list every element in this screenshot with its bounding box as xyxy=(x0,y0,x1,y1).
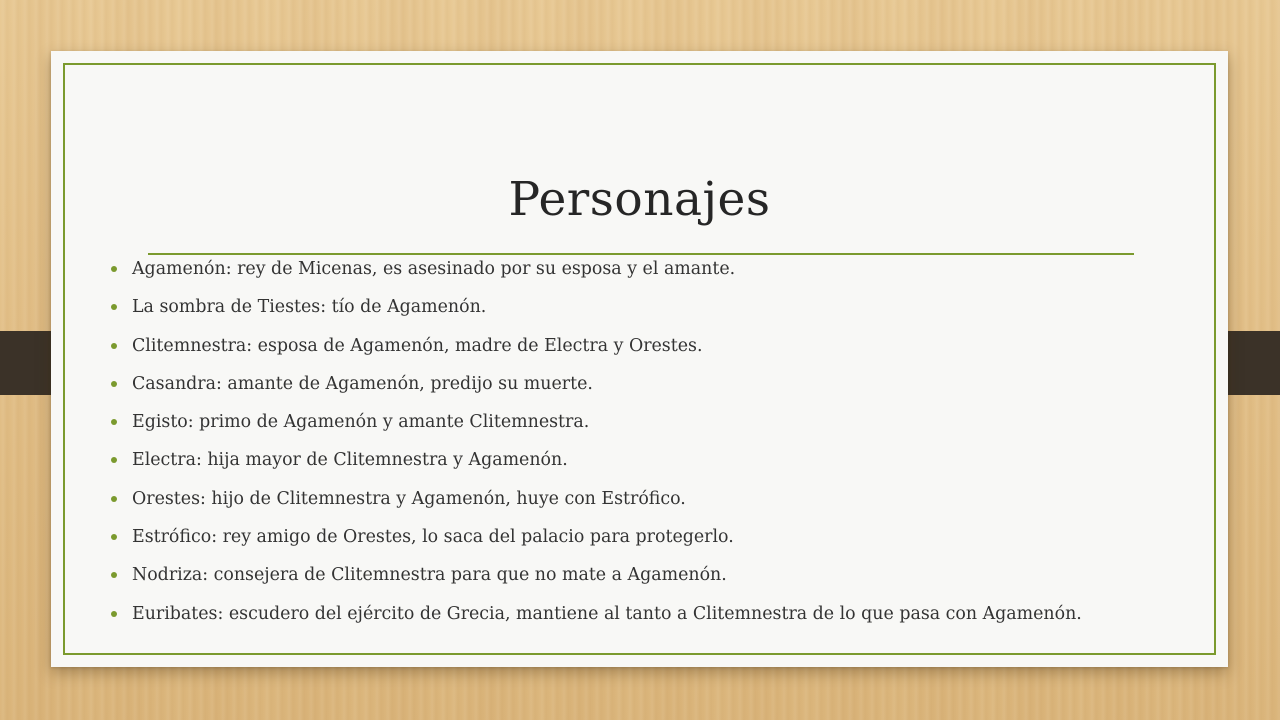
list-item-text: Nodriza: consejera de Clitemnestra para que no mate a Agamenón. xyxy=(132,565,727,586)
list-item-text: Electra: hija mayor de Clitemnestra y Agamenón. xyxy=(132,450,568,471)
list-item-text: Agamenón: rey de Micenas, es asesinado por su esposa y el amante. xyxy=(132,259,736,279)
bullet-icon xyxy=(111,266,117,272)
slide-paper xyxy=(51,51,1228,667)
list-item xyxy=(111,404,1191,442)
bullet-icon xyxy=(111,304,117,310)
list-item xyxy=(111,366,1191,404)
bullet-icon xyxy=(111,534,117,540)
list-item xyxy=(111,519,1191,557)
list-item-text: Egisto: primo de Agamenón y amante Clitemnestra. xyxy=(132,412,590,433)
list-item-text: La sombra de Tiestes: tío de Agamenón. xyxy=(132,297,487,318)
list-item xyxy=(111,596,1191,634)
list-item xyxy=(111,289,1191,327)
bullet-icon xyxy=(111,611,117,617)
bullet-icon xyxy=(111,496,117,502)
list-item xyxy=(111,557,1191,595)
bullet-icon xyxy=(111,419,117,425)
list-item-text: Euribates: escudero del ejército de Grecia, mantiene al tanto a Clitemnestra de lo que pasa con Agamenón. xyxy=(132,603,1082,624)
list-item-text: Estrófico: rey amigo de Orestes, lo saca del palacio para protegerlo. xyxy=(132,527,734,548)
list-item xyxy=(111,251,1191,289)
list-item-text: Clitemnestra: esposa de Agamenón, madre de Electra y Orestes. xyxy=(132,335,703,356)
bullet-icon xyxy=(111,343,117,349)
slide-title: Personajes xyxy=(508,172,771,228)
bullet-icon xyxy=(111,381,117,387)
character-list xyxy=(111,251,1191,634)
list-item-text: Casandra: amante de Agamenón, predijo su muerte. xyxy=(132,373,593,394)
list-item-text: Orestes: hijo de Clitemnestra y Agamenón, huye con Estrófico. xyxy=(132,488,686,509)
list-item xyxy=(111,328,1191,366)
bullet-icon xyxy=(111,457,117,463)
bullet-icon xyxy=(111,572,117,578)
list-item xyxy=(111,481,1191,519)
list-item xyxy=(111,442,1191,480)
